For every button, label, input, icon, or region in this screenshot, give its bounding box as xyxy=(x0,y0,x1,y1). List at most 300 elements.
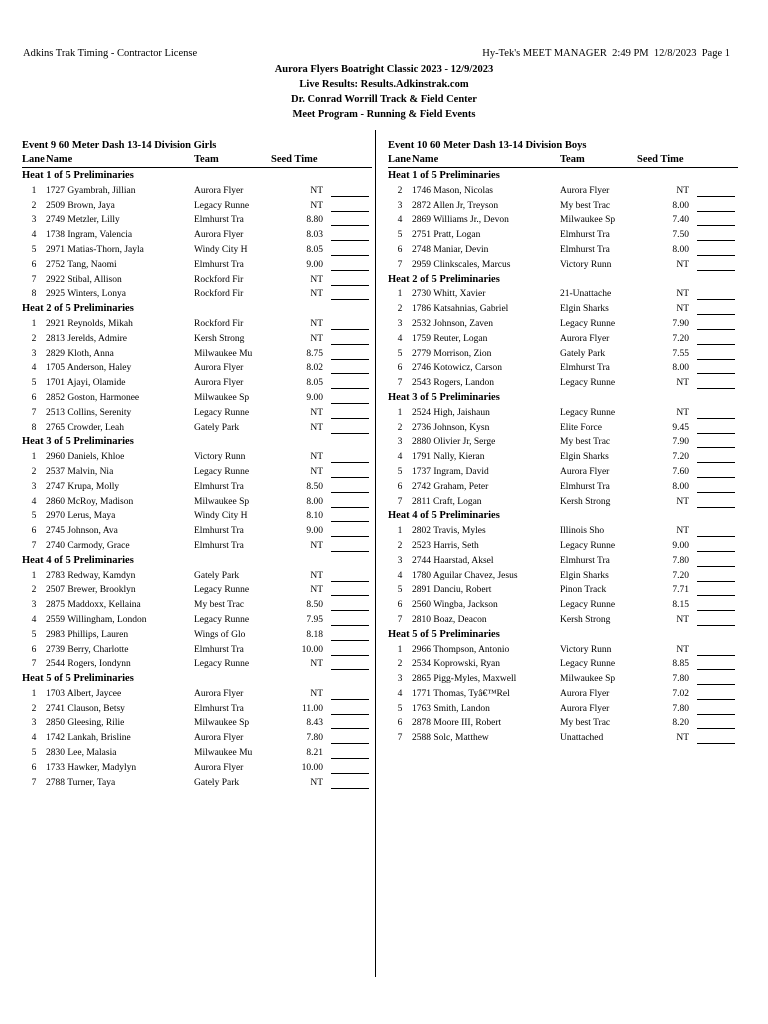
seed-time: 7.71 xyxy=(672,585,689,596)
seed-time: NT xyxy=(676,526,689,537)
seed-time: 7.80 xyxy=(672,674,689,685)
athlete-name: 2740 Carmody, Grace xyxy=(46,540,130,551)
seed-time: 7.60 xyxy=(672,466,689,477)
result-blank-line xyxy=(697,185,735,197)
athlete-name: 2544 Rogers, Iondynn xyxy=(46,659,131,670)
entry-row xyxy=(388,731,738,746)
team-name: Aurora Flyer xyxy=(560,703,610,714)
athlete-name: 2878 Moore III, Robert xyxy=(412,718,502,729)
team-name: Victory Runn xyxy=(560,644,612,655)
lane-number: 5 xyxy=(31,511,37,522)
lane-number: 1 xyxy=(31,570,37,581)
result-blank-line xyxy=(331,392,369,404)
athlete-name: 2745 Johnson, Ava xyxy=(46,526,118,537)
entry-row xyxy=(388,184,738,199)
seed-time: 8.75 xyxy=(306,348,323,359)
lane-number: 6 xyxy=(397,481,403,492)
athlete-name: 2588 Solc, Matthew xyxy=(412,733,489,744)
meet-title: Aurora Flyers Boatright Classic 2023 - 12/9/2023 xyxy=(274,64,494,75)
lane-number: 4 xyxy=(31,733,37,744)
lane-number: 3 xyxy=(31,481,37,492)
seed-time: 10.00 xyxy=(301,644,323,655)
result-blank-line xyxy=(697,570,735,582)
entry-row xyxy=(22,243,372,258)
lane-number: 5 xyxy=(397,230,403,241)
lane-number: 2 xyxy=(397,304,403,315)
result-blank-line xyxy=(331,688,369,700)
team-name: Gately Park xyxy=(560,348,606,359)
seed-time: 8.50 xyxy=(306,481,323,492)
team-name: Elgin Sharks xyxy=(560,452,609,463)
athlete-name: 2860 McRoy, Madison xyxy=(46,496,134,507)
team-name: Legacy Runne xyxy=(560,407,616,418)
entry-row xyxy=(388,539,738,554)
event-column-boys xyxy=(388,138,738,746)
lane-number: 1 xyxy=(397,407,403,418)
result-blank-line xyxy=(331,274,369,286)
lane-number: 1 xyxy=(31,452,37,463)
seed-time: 8.00 xyxy=(672,200,689,211)
team-name: Legacy Runne xyxy=(194,659,250,670)
team-name: My best Trac xyxy=(194,600,245,611)
athlete-name: 2925 Winters, Lonya xyxy=(46,289,126,300)
lane-number: 3 xyxy=(31,215,37,226)
entry-row xyxy=(22,273,372,288)
entry-row xyxy=(388,228,738,243)
result-blank-line xyxy=(697,259,735,271)
result-blank-line xyxy=(697,644,735,656)
athlete-name: 2970 Lerus, Maya xyxy=(46,511,116,522)
seed-time: NT xyxy=(310,407,323,418)
lane-number: 6 xyxy=(31,392,37,403)
column-header-row xyxy=(388,153,738,168)
athlete-name: 2783 Redway, Kamdyn xyxy=(46,570,136,581)
seed-time: NT xyxy=(310,466,323,477)
team-name: Elmhurst Tra xyxy=(560,244,610,255)
athlete-name: 2742 Graham, Peter xyxy=(412,481,489,492)
result-blank-line xyxy=(697,422,735,434)
entry-row xyxy=(388,657,738,672)
result-blank-line xyxy=(697,436,735,448)
entry-row xyxy=(22,746,372,761)
result-blank-line xyxy=(697,348,735,360)
lane-number: 1 xyxy=(397,644,403,655)
heat-label: Heat 1 of 5 Preliminaries xyxy=(388,170,500,181)
athlete-name: 1746 Mason, Nicolas xyxy=(412,185,494,196)
team-name: Elmhurst Tra xyxy=(194,259,244,270)
heat-label: Heat 4 of 5 Preliminaries xyxy=(388,510,500,522)
result-blank-line xyxy=(331,362,369,374)
result-blank-line xyxy=(331,658,369,670)
seed-time: NT xyxy=(676,259,689,270)
result-blank-line xyxy=(697,303,735,315)
team-name: Gately Park xyxy=(194,777,240,788)
entry-row xyxy=(22,776,372,791)
entry-row xyxy=(388,376,738,391)
athlete-name: 2523 Harris, Seth xyxy=(412,540,479,551)
lane-number: 4 xyxy=(31,363,37,374)
team-name: Legacy Runne xyxy=(194,585,250,596)
seed-time: 8.21 xyxy=(306,748,323,759)
column-header-row xyxy=(22,153,372,168)
entry-row xyxy=(22,539,372,554)
event-title: Event 9 60 Meter Dash 13-14 Division Girls xyxy=(22,140,217,151)
entry-row xyxy=(22,524,372,539)
lane-number: 6 xyxy=(397,363,403,374)
result-blank-line xyxy=(697,540,735,552)
heat-label: Heat 2 of 5 Preliminaries xyxy=(388,273,500,285)
seed-time: 8.00 xyxy=(672,244,689,255)
athlete-name: 2534 Koprowski, Ryan xyxy=(412,659,501,670)
entry-row xyxy=(22,287,372,302)
seed-time: 8.20 xyxy=(672,718,689,729)
team-name: Elmhurst Tra xyxy=(560,555,610,566)
athlete-name: 1791 Nally, Kieran xyxy=(412,452,485,463)
entry-row xyxy=(388,317,738,332)
seed-time: NT xyxy=(676,289,689,300)
seed-time: 7.80 xyxy=(672,703,689,714)
seed-time: NT xyxy=(310,777,323,788)
result-blank-line xyxy=(697,673,735,685)
seed-time: 7.95 xyxy=(306,614,323,625)
athlete-name: 2749 Metzler, Lilly xyxy=(46,215,120,226)
seed-time: 9.00 xyxy=(306,259,323,270)
lane-number: 7 xyxy=(397,259,403,270)
athlete-name: 2744 Haarstad, Aksel xyxy=(412,555,494,566)
team-name: Elmhurst Tra xyxy=(194,540,244,551)
entry-row xyxy=(388,524,738,539)
lane-number: 6 xyxy=(31,762,37,773)
result-blank-line xyxy=(697,614,735,626)
team-name: Aurora Flyer xyxy=(560,688,610,699)
entry-row xyxy=(388,598,738,613)
lane-number: 3 xyxy=(397,200,403,211)
result-blank-line xyxy=(331,288,369,300)
result-blank-line xyxy=(697,703,735,715)
seed-time: NT xyxy=(676,407,689,418)
entry-row xyxy=(22,583,372,598)
entry-row xyxy=(388,554,738,569)
entry-row xyxy=(22,480,372,495)
athlete-name: 1703 Albert, Jaycee xyxy=(46,688,122,699)
lane-number: 2 xyxy=(31,200,37,211)
result-blank-line xyxy=(331,540,369,552)
team-name: Aurora Flyer xyxy=(194,688,244,699)
lane-number: 7 xyxy=(397,378,403,389)
entry-row xyxy=(388,406,738,421)
athlete-name: 2747 Krupa, Molly xyxy=(46,481,120,492)
entry-row xyxy=(22,199,372,214)
athlete-name: 2765 Crowder, Leah xyxy=(46,422,124,433)
lane-number: 2 xyxy=(397,185,403,196)
lane-number: 4 xyxy=(397,570,403,581)
result-blank-line xyxy=(331,717,369,729)
athlete-name: 2543 Rogers, Landon xyxy=(412,378,495,389)
seed-time: 7.50 xyxy=(672,230,689,241)
entry-row xyxy=(22,391,372,406)
entry-row xyxy=(22,213,372,228)
result-blank-line xyxy=(697,584,735,596)
result-blank-line xyxy=(331,348,369,360)
lane-number: 5 xyxy=(31,748,37,759)
result-blank-line xyxy=(331,747,369,759)
entry-row xyxy=(22,258,372,273)
team-name: Elmhurst Tra xyxy=(194,526,244,537)
athlete-name: 2960 Daniels, Khloe xyxy=(46,452,125,463)
entry-row xyxy=(388,450,738,465)
lane-number: 8 xyxy=(31,422,37,433)
entry-row xyxy=(388,243,738,258)
result-blank-line xyxy=(331,762,369,774)
result-blank-line xyxy=(331,525,369,537)
result-blank-line xyxy=(697,717,735,729)
athlete-name: 2971 Matias-Thorn, Jayla xyxy=(46,244,144,255)
athlete-name: 1786 Katsahnias, Gabriel xyxy=(412,304,509,315)
heat-label: Heat 2 of 5 Preliminaries xyxy=(22,303,134,315)
entry-row xyxy=(22,347,372,362)
team-name: My best Trac xyxy=(560,718,611,729)
team-name: Unattached xyxy=(560,733,604,744)
athlete-name: 2891 Danciu, Robert xyxy=(412,585,492,596)
result-blank-line xyxy=(697,200,735,212)
entry-row xyxy=(22,702,372,717)
result-blank-line xyxy=(331,570,369,582)
lane-number: 4 xyxy=(31,614,37,625)
lane-number: 6 xyxy=(31,526,37,537)
athlete-name: 2746 Kotowicz, Carson xyxy=(412,363,502,374)
team-name: Milwaukee Sp xyxy=(194,718,250,729)
entry-row xyxy=(22,184,372,199)
result-blank-line xyxy=(331,377,369,389)
team-name: Legacy Runne xyxy=(560,378,616,389)
result-blank-line xyxy=(697,229,735,241)
athlete-name: 2736 Johnson, Kysn xyxy=(412,422,490,433)
team-name: Elmhurst Tra xyxy=(560,363,610,374)
result-blank-line xyxy=(697,214,735,226)
team-name: Aurora Flyer xyxy=(560,333,610,344)
lane-number: 4 xyxy=(31,230,37,241)
result-blank-line xyxy=(697,407,735,419)
result-blank-line xyxy=(331,510,369,522)
lane-number: 5 xyxy=(31,629,37,640)
result-blank-line xyxy=(697,333,735,345)
seed-time: 8.02 xyxy=(306,363,323,374)
seed-time: 8.85 xyxy=(672,659,689,670)
lane-number: 4 xyxy=(397,333,403,344)
heat-label: Heat 3 of 5 Preliminaries xyxy=(388,391,500,403)
result-blank-line xyxy=(331,200,369,212)
team-name: Legacy Runne xyxy=(560,540,616,551)
athlete-name: 1742 Lankah, Brisline xyxy=(46,733,131,744)
lane-number: 8 xyxy=(31,289,37,300)
team-name: Elgin Sharks xyxy=(560,570,609,581)
athlete-name: 2524 High, Jaishaun xyxy=(412,407,490,418)
seed-time: NT xyxy=(310,452,323,463)
result-blank-line xyxy=(697,496,735,508)
seed-time: NT xyxy=(310,659,323,670)
seed-time: 8.50 xyxy=(306,600,323,611)
entry-row xyxy=(22,509,372,524)
lane-number: 7 xyxy=(31,659,37,670)
lane-number: 6 xyxy=(397,600,403,611)
result-blank-line xyxy=(697,451,735,463)
result-blank-line xyxy=(331,614,369,626)
result-blank-line xyxy=(331,422,369,434)
athlete-name: 2748 Maniar, Devin xyxy=(412,244,489,255)
team-name: Elgin Sharks xyxy=(560,304,609,315)
result-blank-line xyxy=(331,496,369,508)
athlete-name: 2869 Williams Jr., Devon xyxy=(412,215,509,226)
team-name: My best Trac xyxy=(560,437,611,448)
athlete-name: 2830 Lee, Malasia xyxy=(46,748,117,759)
athlete-name: 2509 Brown, Jaya xyxy=(46,200,115,211)
athlete-name: 2779 Morrison, Zion xyxy=(412,348,492,359)
entry-row xyxy=(388,480,738,495)
seed-time: NT xyxy=(676,185,689,196)
team-name: Legacy Runne xyxy=(560,318,616,329)
lane-number: 6 xyxy=(397,244,403,255)
team-name: Victory Runn xyxy=(560,259,612,270)
entry-row xyxy=(388,258,738,273)
athlete-name: 2880 Olivier Jr, Serge xyxy=(412,437,496,448)
result-blank-line xyxy=(697,658,735,670)
lane-number: 3 xyxy=(31,348,37,359)
result-blank-line xyxy=(331,244,369,256)
lane-header: Lane xyxy=(388,154,411,165)
entry-row xyxy=(388,435,738,450)
seed-time: 7.55 xyxy=(672,348,689,359)
lane-number: 6 xyxy=(397,718,403,729)
entry-row xyxy=(22,465,372,480)
result-blank-line xyxy=(697,481,735,493)
team-name: Milwaukee Mu xyxy=(194,348,253,359)
team-name: Aurora Flyer xyxy=(194,378,244,389)
seed-time: 7.20 xyxy=(672,333,689,344)
seed-time: 8.00 xyxy=(672,363,689,374)
lane-number: 2 xyxy=(397,659,403,670)
entry-row xyxy=(22,228,372,243)
athlete-name: 2739 Berry, Charlotte xyxy=(46,644,129,655)
seed-time: 8.03 xyxy=(306,230,323,241)
entry-row xyxy=(388,361,738,376)
team-header: Team xyxy=(560,154,585,165)
seed-time: 11.00 xyxy=(301,703,323,714)
team-name: My best Trac xyxy=(560,200,611,211)
entry-row xyxy=(388,332,738,347)
athlete-name: 2922 Stibal, Allison xyxy=(46,274,122,285)
entry-row xyxy=(22,687,372,702)
lane-number: 3 xyxy=(31,718,37,729)
team-name: Aurora Flyer xyxy=(560,466,610,477)
lane-header: Lane xyxy=(22,154,45,165)
athlete-name: 2810 Boaz, Deacon xyxy=(412,614,487,625)
lane-number: 5 xyxy=(31,378,37,389)
team-name: Aurora Flyer xyxy=(194,733,244,744)
entry-row xyxy=(22,317,372,332)
lane-number: 1 xyxy=(397,526,403,537)
result-blank-line xyxy=(697,525,735,537)
result-blank-line xyxy=(697,732,735,744)
seed-time: NT xyxy=(676,644,689,655)
lane-number: 6 xyxy=(31,644,37,655)
lane-number: 3 xyxy=(31,600,37,611)
program-line: Meet Program - Running & Field Events xyxy=(292,109,476,120)
athlete-name: 2788 Turner, Taya xyxy=(46,777,116,788)
entry-row xyxy=(22,361,372,376)
team-name: Legacy Runne xyxy=(194,407,250,418)
meet-title-block xyxy=(0,62,768,122)
result-blank-line xyxy=(331,599,369,611)
team-name: Milwaukee Mu xyxy=(194,748,253,759)
event-title: Event 10 60 Meter Dash 13-14 Division Boys xyxy=(388,140,587,151)
seed-time: NT xyxy=(310,570,323,581)
team-name: Aurora Flyer xyxy=(560,185,610,196)
entry-row xyxy=(388,421,738,436)
athlete-name: 1705 Anderson, Haley xyxy=(46,363,132,374)
heat-label: Heat 1 of 5 Preliminaries xyxy=(22,170,134,181)
entry-row xyxy=(22,421,372,436)
lane-number: 3 xyxy=(397,674,403,685)
seed-time: NT xyxy=(310,585,323,596)
seed-time: 8.80 xyxy=(306,215,323,226)
seed-time: 8.43 xyxy=(306,718,323,729)
lane-number: 4 xyxy=(397,452,403,463)
column-divider xyxy=(375,130,376,977)
heat-label: Heat 3 of 5 Preliminaries xyxy=(22,436,134,448)
result-blank-line xyxy=(331,214,369,226)
team-name: Pinon Track xyxy=(560,585,607,596)
team-name: Milwaukee Sp xyxy=(194,392,250,403)
entry-row xyxy=(22,613,372,628)
athlete-name: 2872 Allen Jr, Treyson xyxy=(412,200,499,211)
team-name: Rockford Fir xyxy=(194,289,244,300)
team-name: Kersh Strong xyxy=(194,333,245,344)
lane-number: 4 xyxy=(31,496,37,507)
entry-row xyxy=(388,495,738,510)
result-blank-line xyxy=(331,185,369,197)
lane-number: 5 xyxy=(397,703,403,714)
athlete-name: 2752 Tang, Naomi xyxy=(46,259,117,270)
team-name: Windy City H xyxy=(194,244,248,255)
lane-number: 4 xyxy=(397,215,403,226)
athlete-name: 2875 Maddoxx, Kellaina xyxy=(46,600,141,611)
result-blank-line xyxy=(331,703,369,715)
athlete-name: 1759 Reuter, Logan xyxy=(412,333,488,344)
team-name: Wings of Glo xyxy=(194,629,246,640)
lane-number: 2 xyxy=(397,540,403,551)
lane-number: 2 xyxy=(31,703,37,714)
lane-number: 2 xyxy=(397,422,403,433)
entry-row xyxy=(22,716,372,731)
lane-number: 7 xyxy=(31,540,37,551)
event-column-girls xyxy=(22,138,372,790)
team-name: Legacy Runne xyxy=(194,200,250,211)
athlete-name: 2829 Kloth, Anna xyxy=(46,348,114,359)
name-header: Name xyxy=(46,154,73,165)
result-blank-line xyxy=(331,732,369,744)
result-blank-line xyxy=(697,244,735,256)
lane-number: 3 xyxy=(397,437,403,448)
live-results-line: Live Results: Results.Adkinstrak.com xyxy=(299,79,469,90)
team-name: Elmhurst Tra xyxy=(194,481,244,492)
athlete-name: 2751 Pratt, Logan xyxy=(412,230,481,241)
seed-time: NT xyxy=(676,733,689,744)
lane-number: 1 xyxy=(397,289,403,300)
software-info: Hy-Tek's MEET MANAGER 2:49 PM 12/8/2023 Page 1 xyxy=(482,48,730,59)
lane-number: 5 xyxy=(31,244,37,255)
seed-time: NT xyxy=(676,614,689,625)
entry-row xyxy=(22,406,372,421)
